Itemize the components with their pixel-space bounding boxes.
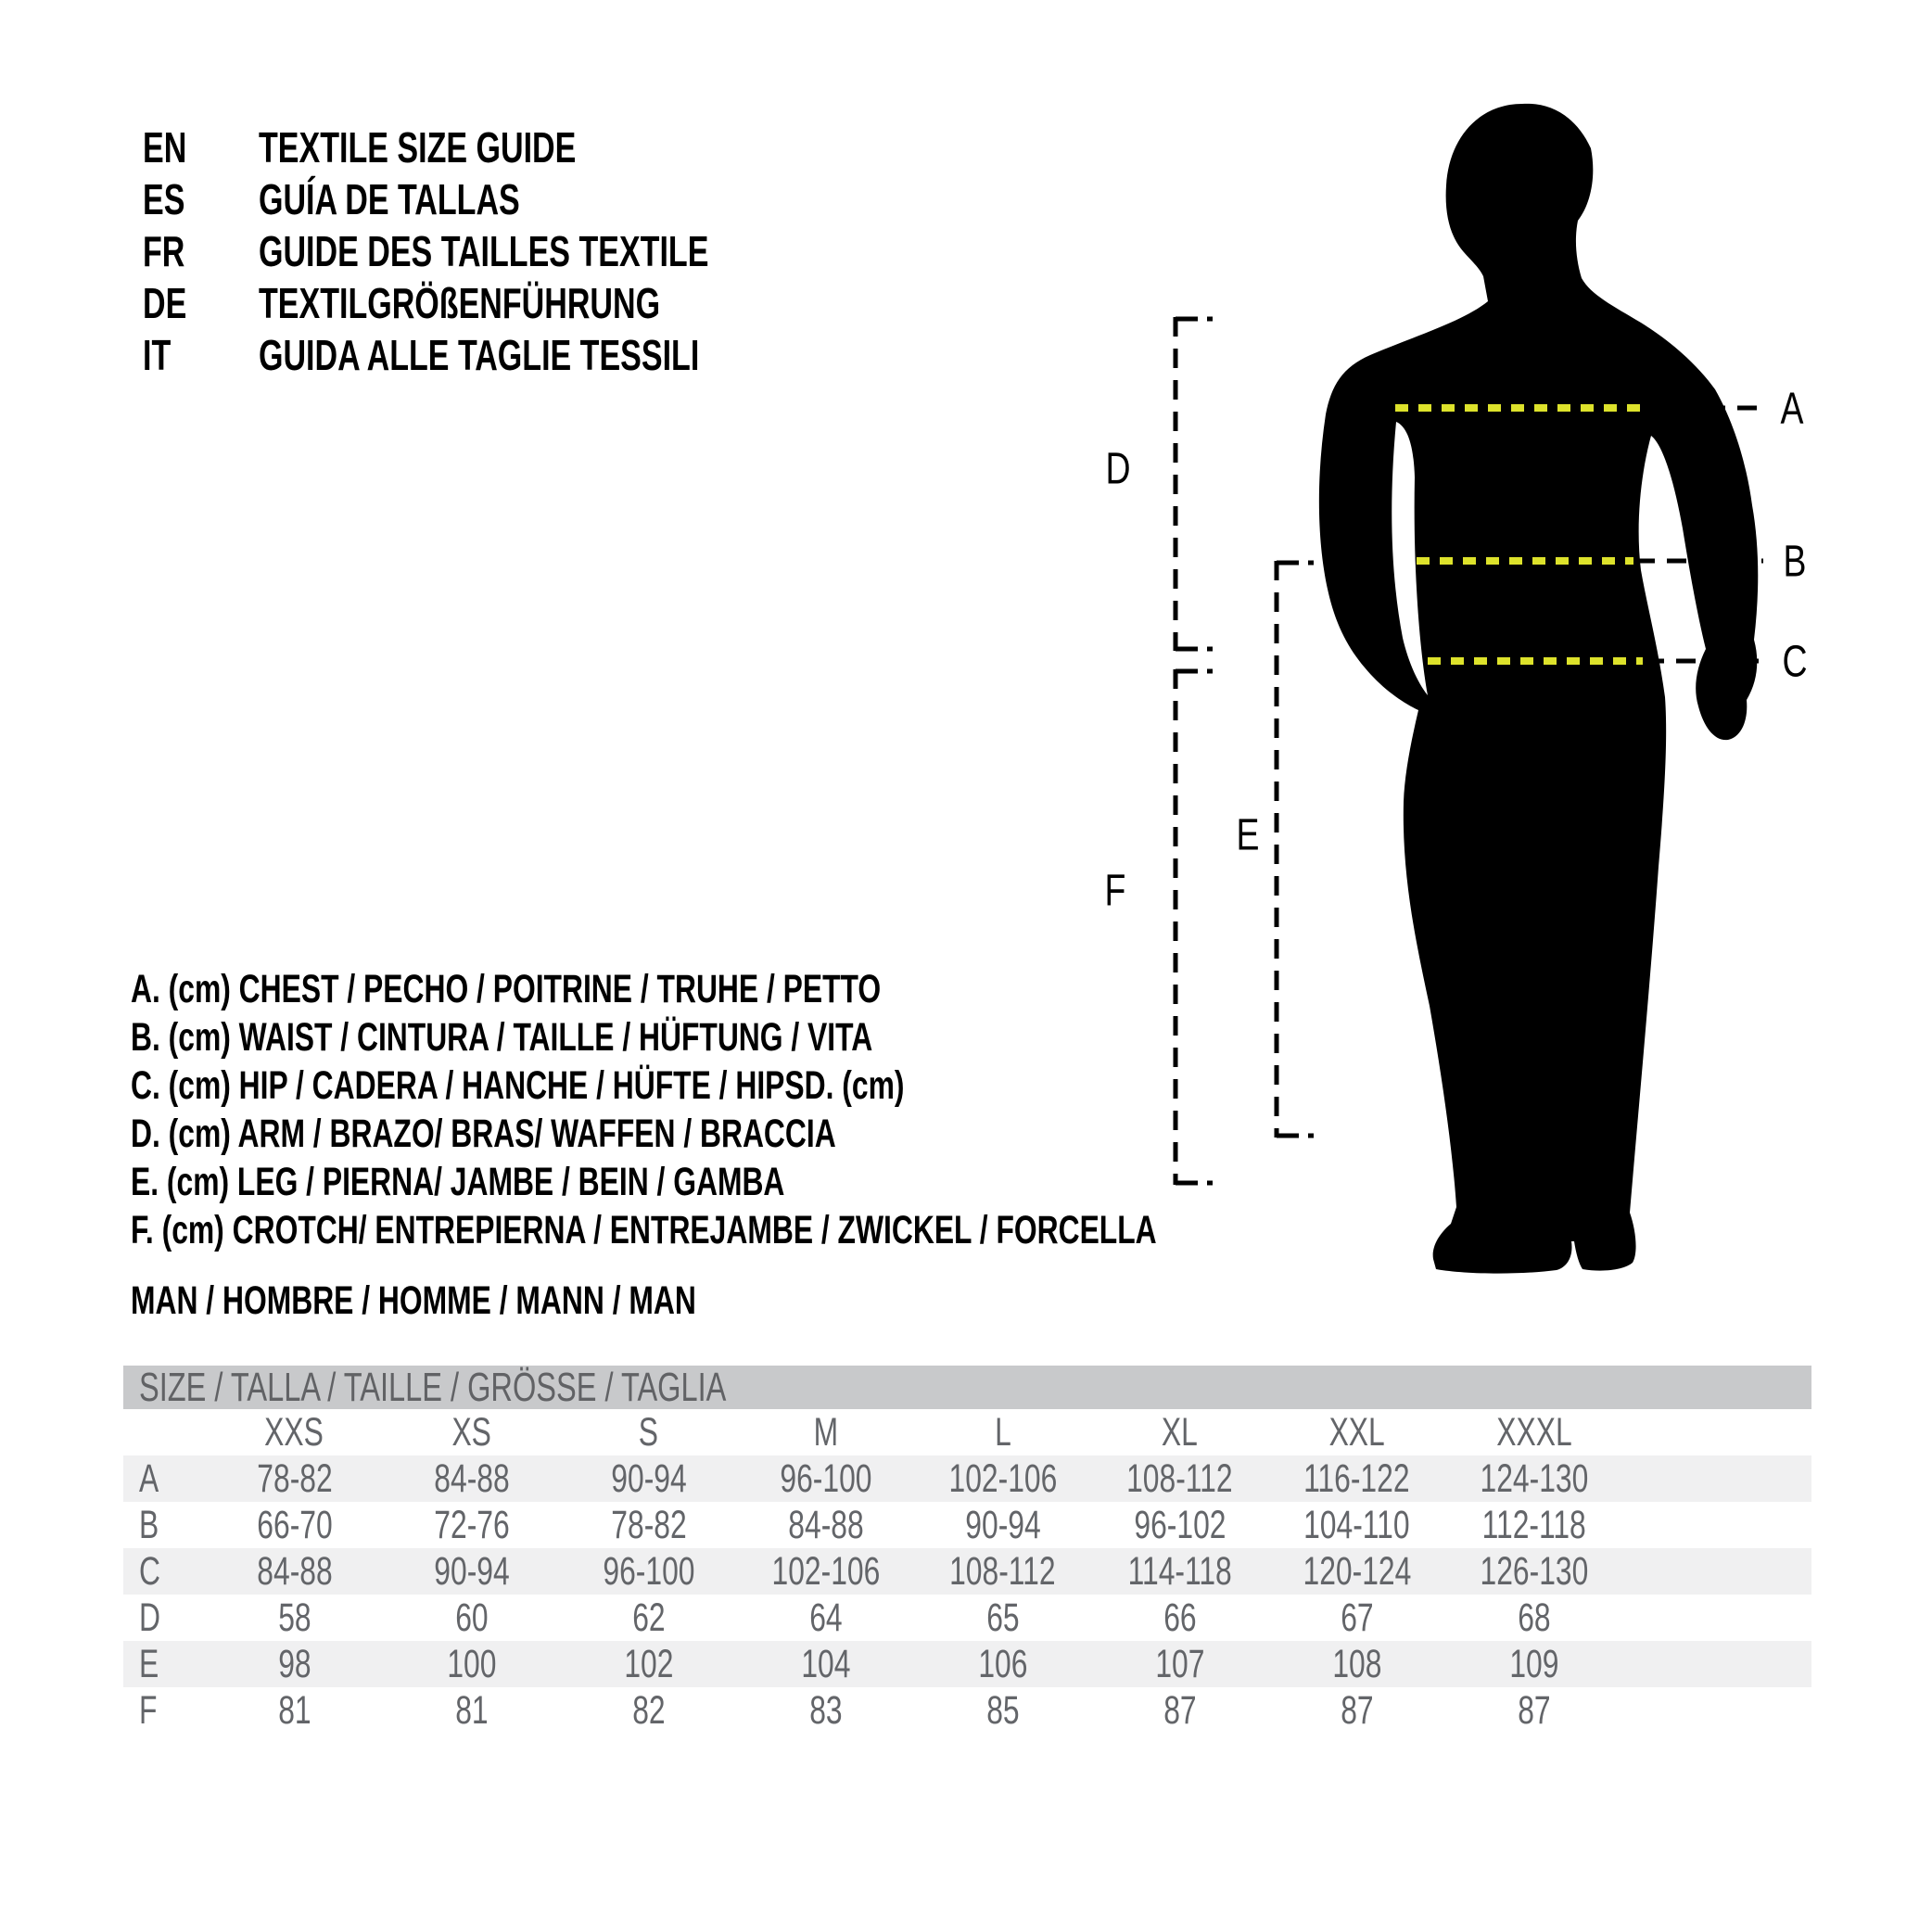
- table-cell: 112-118: [1481, 1503, 1586, 1547]
- language-code: FR: [143, 227, 185, 275]
- table-cell: 102-106: [948, 1456, 1057, 1501]
- category-label-text: MAN / HOMBRE / HOMME / MANN / MAN: [131, 1278, 696, 1323]
- size-table-header: [123, 1366, 1811, 1409]
- table-cell: 58: [277, 1595, 311, 1640]
- table-cell: 87: [1163, 1688, 1197, 1733]
- table-cell: 104: [800, 1642, 851, 1686]
- figure-label-d: D: [1105, 444, 1131, 494]
- table-cell: 108-112: [1126, 1456, 1233, 1501]
- table-cell: 78-82: [256, 1456, 333, 1501]
- size-column-xxxl: XXXL: [1495, 1410, 1572, 1455]
- row-label-e: E: [139, 1642, 159, 1686]
- table-cell: 104-110: [1303, 1503, 1410, 1547]
- size-column-xs: XS: [451, 1410, 491, 1455]
- size-column-xl: XL: [1162, 1410, 1198, 1455]
- table-cell: 78-82: [610, 1503, 687, 1547]
- table-cell: 82: [631, 1688, 666, 1733]
- table-cell: 109: [1508, 1642, 1559, 1686]
- table-cell: 60: [454, 1595, 489, 1640]
- row-label-a: A: [139, 1456, 159, 1501]
- table-row-e: [123, 1641, 1811, 1687]
- figure-label-a: A: [1780, 384, 1804, 434]
- language-title: TEXTILGRÖßENFÜHRUNG: [259, 279, 661, 327]
- table-cell: 108-112: [949, 1549, 1056, 1594]
- category-label: [131, 1280, 895, 1321]
- measurement-line-a: A. (cm) CHEST / PECHO / POITRINE / TRUHE / PETTO: [131, 967, 882, 1011]
- row-label-d: D: [139, 1595, 160, 1640]
- table-row-b: [123, 1502, 1811, 1548]
- size-column-l: L: [994, 1410, 1011, 1455]
- table-cell: 68: [1517, 1595, 1551, 1640]
- language-code: DE: [143, 279, 187, 327]
- figure-label-c: C: [1782, 637, 1808, 687]
- table-cell: 96-102: [1133, 1503, 1227, 1547]
- row-label-b: B: [139, 1503, 159, 1547]
- row-label-c: C: [139, 1549, 160, 1594]
- size-table-body: [123, 1409, 1811, 1734]
- language-title: GUÍA DE TALLAS: [259, 175, 520, 223]
- size-column-xxs: XXS: [264, 1410, 324, 1455]
- table-row-d: [123, 1595, 1811, 1641]
- table-cell: 84-88: [433, 1456, 510, 1501]
- table-cell: 72-76: [433, 1503, 510, 1547]
- table-cell: 90-94: [433, 1549, 510, 1594]
- language-code: EN: [143, 123, 187, 172]
- size-table: [123, 1366, 1811, 1734]
- language-code: IT: [143, 331, 172, 379]
- table-cell: 106: [977, 1642, 1028, 1686]
- language-code: ES: [143, 175, 185, 223]
- figure-label-e: E: [1236, 810, 1260, 860]
- size-column-m: M: [813, 1410, 838, 1455]
- table-row-a: [123, 1455, 1811, 1502]
- table-cell: 102: [623, 1642, 674, 1686]
- table-cell: 116-122: [1303, 1456, 1410, 1501]
- table-cell: 66-70: [256, 1503, 333, 1547]
- table-cell: 84-88: [256, 1549, 333, 1594]
- size-column-s: S: [638, 1410, 659, 1455]
- table-cell: 66: [1163, 1595, 1197, 1640]
- measurement-line-c: C. (cm) HIP / CADERA / HANCHE / HÜFTE / HIPSD. (cm): [131, 1063, 905, 1108]
- table-cell: 85: [985, 1688, 1020, 1733]
- table-row-c: [123, 1548, 1811, 1595]
- table-cell: 107: [1154, 1642, 1205, 1686]
- table-cell: 62: [631, 1595, 666, 1640]
- measurement-line-d: D. (cm) ARM / BRAZO/ BRAS/ WAFFEN / BRACCIA: [131, 1112, 836, 1156]
- figure-label-f: F: [1104, 866, 1126, 916]
- table-cell: 124-130: [1480, 1456, 1588, 1501]
- table-cell: 120-124: [1303, 1549, 1411, 1594]
- table-cell: 81: [454, 1688, 489, 1733]
- language-title: GUIDE DES TAILLES TEXTILE: [259, 227, 709, 275]
- table-cell: 108: [1331, 1642, 1382, 1686]
- size-columns-spacer: [123, 1409, 206, 1455]
- table-cell: 102-106: [771, 1549, 880, 1594]
- measurement-legend: [131, 965, 1518, 1254]
- size-columns-row: [123, 1409, 1811, 1455]
- table-cell: 126-130: [1480, 1549, 1588, 1594]
- table-cell: 100: [446, 1642, 497, 1686]
- measurement-line-f: F. (cm) CROTCH/ ENTREPIERNA / ENTREJAMBE / ZWICKEL / FORCELLA: [131, 1208, 1157, 1252]
- table-cell: 65: [985, 1595, 1020, 1640]
- table-cell: 96-100: [602, 1549, 695, 1594]
- table-cell: 64: [808, 1595, 843, 1640]
- table-cell: 114-118: [1127, 1549, 1232, 1594]
- measurement-line-b: B. (cm) WAIST / CINTURA / TAILLE / HÜFTUNG / VITA: [131, 1015, 873, 1060]
- language-title: GUIDA ALLE TAGLIE TESSILI: [259, 331, 700, 379]
- table-cell: 87: [1517, 1688, 1551, 1733]
- table-cell: 81: [277, 1688, 311, 1733]
- measurement-line-e: E. (cm) LEG / PIERNA/ JAMBE / BEIN / GAMBA: [131, 1160, 785, 1204]
- table-cell: 98: [277, 1642, 311, 1686]
- size-table-header-text: SIZE / TALLA / TAILLE / GRÖSSE / TAGLIA: [139, 1365, 727, 1410]
- table-cell: 83: [808, 1688, 843, 1733]
- table-cell: 67: [1340, 1595, 1374, 1640]
- figure-label-b: B: [1783, 537, 1807, 587]
- table-cell: 87: [1340, 1688, 1374, 1733]
- row-label-f: F: [139, 1688, 158, 1733]
- language-title: TEXTILE SIZE GUIDE: [259, 123, 577, 172]
- table-cell: 90-94: [610, 1456, 687, 1501]
- table-row-f: [123, 1687, 1811, 1734]
- table-cell: 90-94: [964, 1503, 1041, 1547]
- table-cell: 84-88: [787, 1503, 864, 1547]
- table-cell: 96-100: [779, 1456, 872, 1501]
- size-column-xxl: XXL: [1328, 1410, 1385, 1455]
